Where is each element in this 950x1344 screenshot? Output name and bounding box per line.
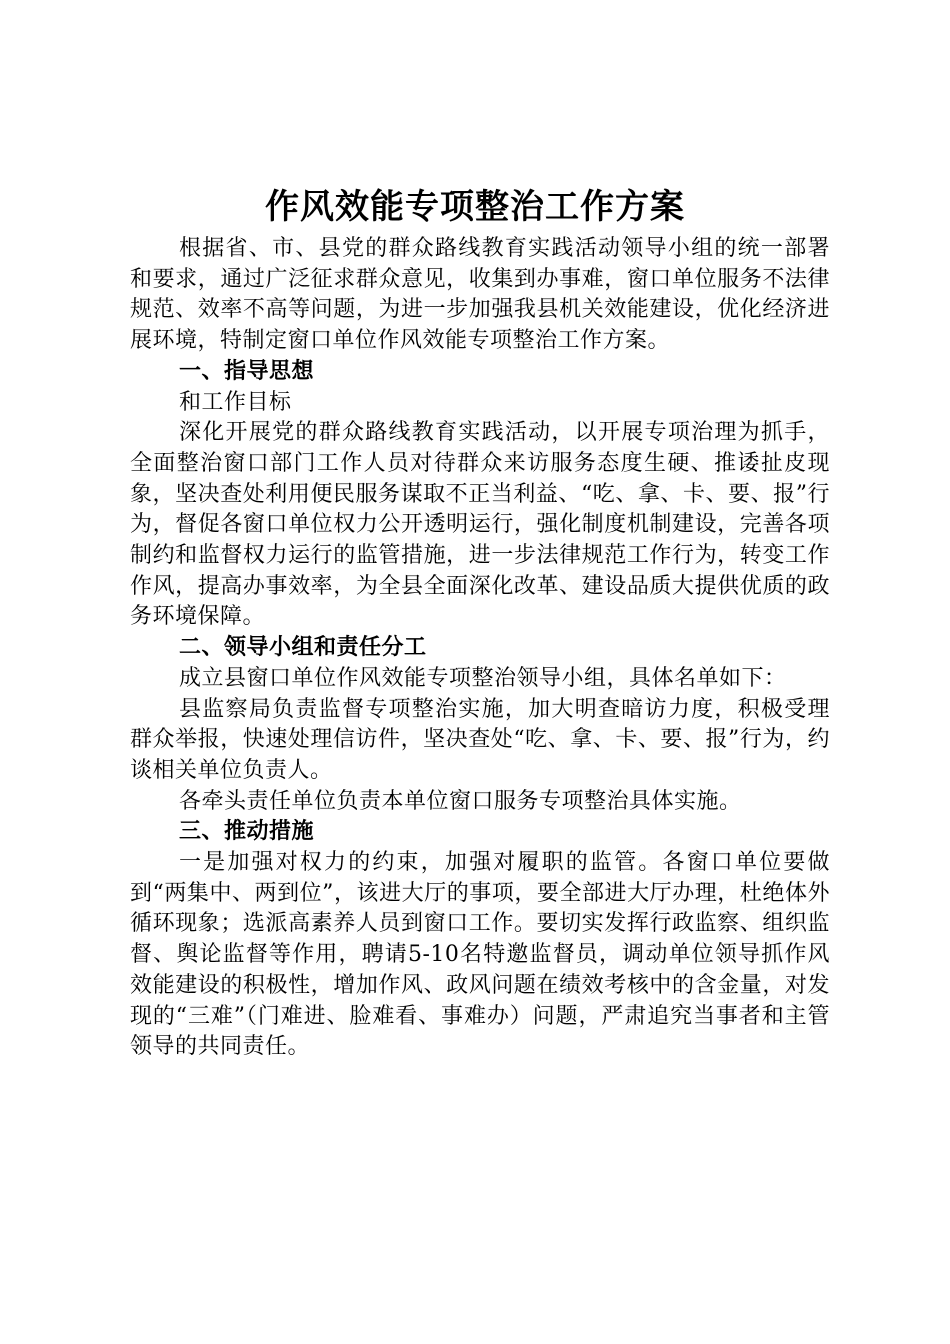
intro-paragraph: 根据省、市、县党的群众路线教育实践活动领导小组的统一部署和要求，通过广泛征求群众意见，收集到办事难，窗口单位服务不法律规范、效率不高等问题，为进一步加强我县机关效能建设，优化经济进展环境，特制定窗口单位作风效能专项整治工作方案。 [130, 236, 830, 354]
document-body [130, 234, 830, 1063]
document-title: 作风效能专项整治工作方案 [265, 187, 685, 227]
leadership-group-paragraph: 成立县窗口单位作风效能专项整治领导小组，具体名单如下： [179, 665, 787, 691]
section-heading-measures: 三、推动措施 [179, 819, 315, 845]
measures-paragraph: 一是加强对权力的约束，加强对履职的监管。各窗口单位要做到“两集中、两到位”，该进大厅的事项，要全部进大厅办理，杜绝体外循环现象；选派高素养人员到窗口工作。要切实发挥行政监察、组织监督、舆论监督等作用，聘请5-10名特邀监督员，调动单位领导抓作风效能建设的积极性，增加作风、政风问题在绩效考核中的含金量，对发现的“三难”（门难进、脸难看、事难办）问题，严肃追究当事者和主管领导的共同责任。 [130, 850, 830, 1060]
lead-units-paragraph: 各牵头责任单位负责本单位窗口服务专项整治具体实施。 [179, 788, 742, 814]
section-heading-leadership-group: 二、领导小组和责任分工 [179, 635, 427, 661]
guiding-ideology-paragraph: 深化开展党的群众路线教育实践活动，以开展专项治理为抓手，全面整治窗口部门工作人员对待群众来访服务态度生硬、推诿扯皮现象，坚决查处利用便民服务谋取不正当利益、“吃、拿、卡、要、报”行为，督促各窗口单位权力公开透明运行，强化制度机制建设，完善各项制约和监督权力运行的监管措施，进一步法律规范工作行为，转变工作作风，提高办事效率，为全县全面深化改革、建设品质大提供优质的政务环境保障。 [130, 420, 830, 630]
section-heading-continuation: 和工作目标 [179, 389, 292, 415]
section-heading-guiding-ideology: 一、指导思想 [179, 358, 315, 384]
supervision-bureau-paragraph: 县监察局负责监督专项整治实施，加大明查暗访力度，积极受理群众举报，快速处理信访件，坚决查处“吃、拿、卡、要、报”行为，约谈相关单位负责人。 [130, 696, 830, 783]
